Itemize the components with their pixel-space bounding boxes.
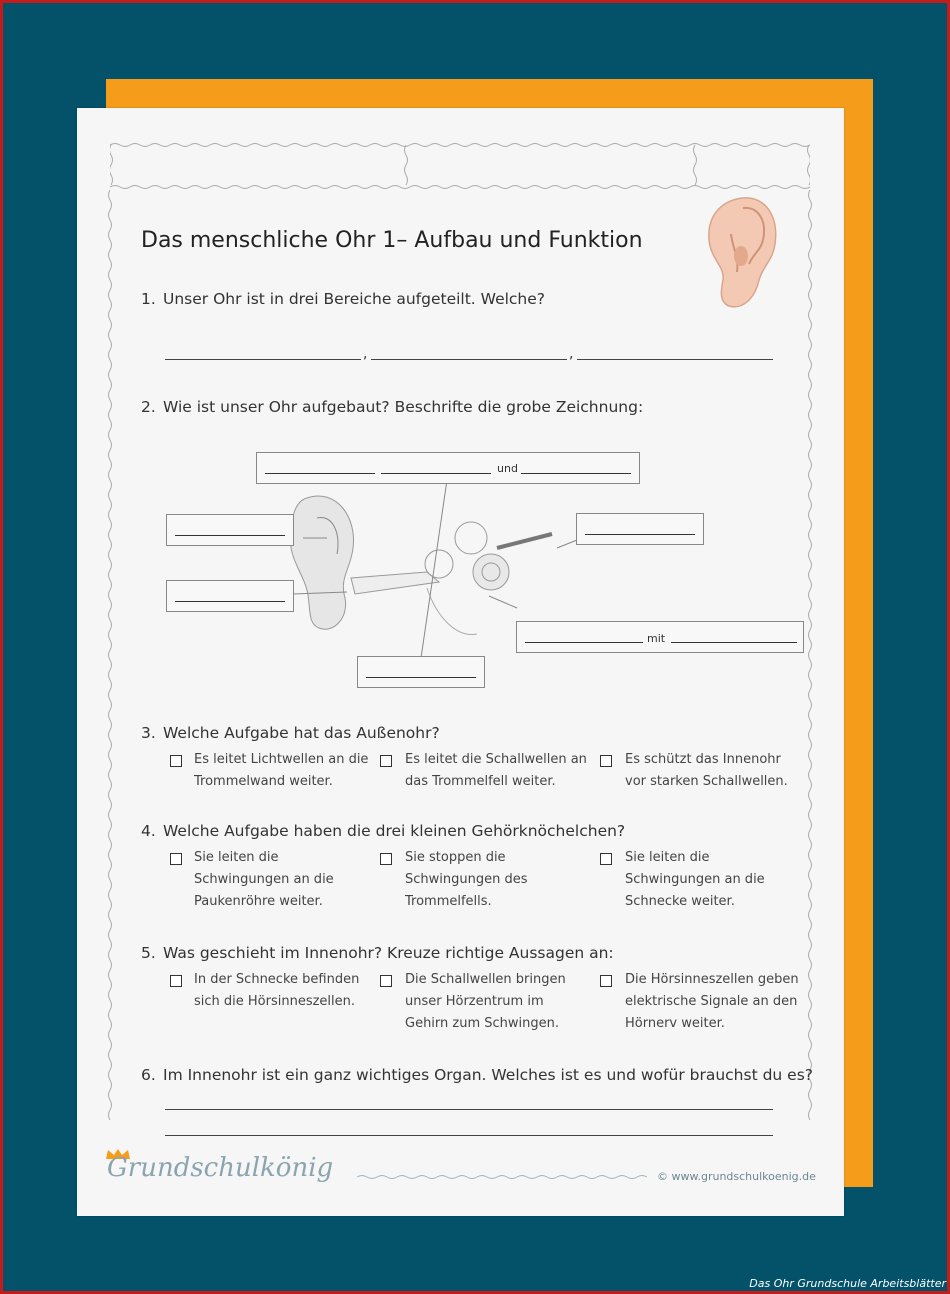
- option-4b: Sie stoppen die Schwingungen des Trommelfells.: [405, 850, 528, 909]
- label-line[interactable]: [175, 601, 285, 602]
- checkbox[interactable]: [170, 975, 182, 987]
- footer-wave: [357, 1174, 647, 1180]
- checkbox[interactable]: [600, 755, 612, 767]
- checkbox[interactable]: [380, 975, 392, 987]
- label-line[interactable]: [521, 473, 631, 474]
- checkbox[interactable]: [600, 975, 612, 987]
- label-line[interactable]: [525, 642, 643, 643]
- worksheet-title: Das menschliche Ohr 1– Aufbau und Funktion: [141, 228, 643, 253]
- question-1: 1. Unser Ohr ist in drei Bereiche aufgeteilt. Welche?: [141, 290, 546, 308]
- label-box-outer: [166, 514, 294, 546]
- option-3a: Es leitet Lichtwellen an die Trommelwand weiter.: [194, 752, 369, 789]
- option-4a: Sie leiten die Schwingungen an die Paukenröhre weiter.: [194, 850, 334, 909]
- copyright: © www.grundschulkoenig.de: [657, 1170, 816, 1183]
- right-border: [807, 190, 813, 1120]
- left-border: [107, 190, 113, 1120]
- option-5c: Die Hörsinneszellen geben elektrische Signale an den Hörnerv weiter.: [625, 972, 799, 1031]
- label-line[interactable]: [671, 642, 797, 643]
- answer-line[interactable]: [577, 359, 773, 360]
- label-line[interactable]: [585, 534, 695, 535]
- checkbox[interactable]: [600, 853, 612, 865]
- label-box-ossicles: [357, 656, 485, 688]
- checkbox[interactable]: [170, 755, 182, 767]
- label-box-cochlea: mit: [516, 621, 804, 653]
- question-5: 5. Was geschieht im Innenohr? Kreuze richtige Aussagen an:: [141, 944, 614, 962]
- label-box-top: und: [256, 452, 640, 484]
- question-6: 6. Im Innenohr ist ein ganz wichtiges Organ. Welches ist es und wofür brauchst du es?: [141, 1066, 814, 1084]
- label-box-canal: [166, 580, 294, 612]
- option-5b: Die Schallwellen bringen unser Hörzentrum im Gehirn zum Schwingen.: [405, 972, 566, 1031]
- checkbox[interactable]: [380, 755, 392, 767]
- header-box: [110, 142, 810, 190]
- brand-logo: Grundschulkönig: [107, 1153, 334, 1183]
- answer-line[interactable]: [165, 1109, 773, 1110]
- worksheet-paper: Das menschliche Ohr 1– Aufbau und Funktion 1. Unser Ohr ist in drei Bereiche aufgeteilt. Welche? , , 2. Wie ist unser Ohr aufgebaut? Beschrifte die grobe Zeichnung: und mit 3. Welche Aufgabe hat das Außenohr? Es leitet Lichtwellen an die Trommelwand weiter. Es leitet die Schallwellen an das Trommelfell weiter. Es schützt das Innenohr vor starken Schallwellen. 4. Welche Aufgabe haben die drei kleinen Gehörknöchelchen? Sie leiten die Schwingungen an die Paukenröhre weiter. Sie stoppen die Schwingungen des Trommelfells. Sie leiten die Schwingungen an die Schnecke weiter. 5. Was geschieht im Innenohr? Kreuze richtige Aussagen an: In der Schnecke befinden sich die Hörsinneszellen. Die Schallwellen bringen unser Hörzentrum im Gehirn zum Schwingen. Die Hörsinneszellen geben elektrische Signale an den Hörnerv weiter. 6. Im Innenohr ist ein ganz wichtiges Organ. Welches ist es und wofür brauchst du es? Grundschulkönig © www.grundschulkoenig.de: [77, 108, 844, 1216]
- question-4: 4. Welche Aufgabe haben die drei kleinen Gehörknöchelchen?: [141, 822, 626, 840]
- option-5a: In der Schnecke befinden sich die Hörsinneszellen.: [194, 972, 360, 1009]
- label-line[interactable]: [366, 677, 476, 678]
- checkbox[interactable]: [380, 853, 392, 865]
- question-2: 2. Wie ist unser Ohr aufgebaut? Beschrifte die grobe Zeichnung:: [141, 398, 644, 416]
- option-3c: Es schützt das Innenohr vor starken Schallwellen.: [625, 752, 788, 789]
- answer-line[interactable]: [165, 1135, 773, 1136]
- option-4c: Sie leiten die Schwingungen an die Schnecke weiter.: [625, 850, 765, 909]
- label-box-nerve: [576, 513, 704, 545]
- ear-photo-icon: [703, 194, 779, 312]
- question-3: 3. Welche Aufgabe hat das Außenohr?: [141, 724, 440, 742]
- label-line[interactable]: [265, 473, 375, 474]
- image-caption: Das Ohr Grundschule Arbeitsblätter: [749, 1277, 946, 1290]
- answer-line[interactable]: [165, 359, 361, 360]
- label-line[interactable]: [381, 473, 491, 474]
- answer-line[interactable]: [371, 359, 567, 360]
- option-3b: Es leitet die Schallwellen an das Trommelfell weiter.: [405, 752, 587, 789]
- checkbox[interactable]: [170, 853, 182, 865]
- label-line[interactable]: [175, 535, 285, 536]
